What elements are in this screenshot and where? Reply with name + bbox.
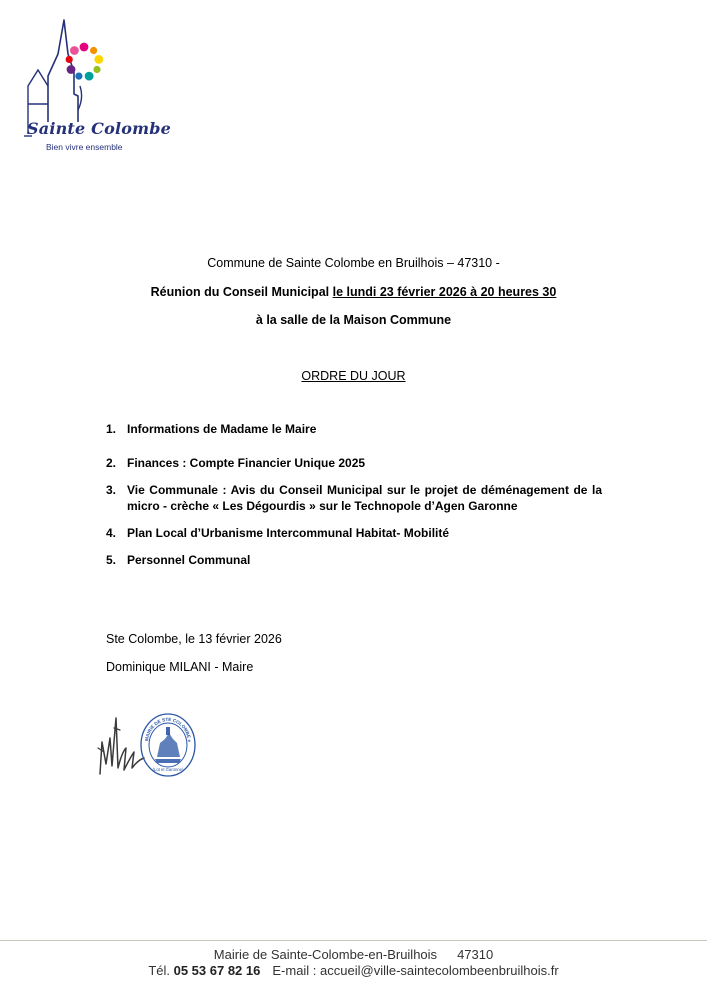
official-seal	[139, 711, 197, 779]
footer-email[interactable]: accueil@ville-saintecolombeenbruilhois.fr	[320, 963, 559, 978]
agenda-item-3	[106, 482, 602, 514]
logo-dot	[66, 56, 73, 63]
commune-line: Commune de Sainte Colombe en Bruilhois – 47310 -	[207, 256, 500, 270]
agenda-text: Personnel Communal	[127, 553, 251, 567]
logo-dots	[66, 43, 104, 81]
seal-ring-label: MAIRIE DE STE COLOMBE e	[144, 716, 193, 743]
meeting-location: à la salle de la Maison Commune	[255, 313, 452, 327]
agenda-number: 2.	[106, 456, 117, 470]
logo-dot	[80, 43, 89, 52]
agenda-text: Finances : Compte Financier Unique 2025	[127, 456, 366, 470]
footer-contact	[0, 963, 707, 978]
footer-email-label: E-mail :	[272, 963, 317, 978]
agenda-item-2	[106, 455, 602, 471]
agenda-list	[106, 421, 602, 568]
meeting-prefix: Réunion du Conseil Municipal	[150, 285, 333, 299]
footer-divider	[0, 940, 707, 941]
meeting-line	[0, 285, 707, 299]
footer-phone[interactable]: 05 53 67 82 16	[173, 963, 261, 978]
footer-address	[0, 947, 707, 962]
logo-dot	[90, 47, 97, 54]
logo-dot	[70, 46, 79, 55]
agenda-text: Informations de Madame le Maire	[127, 422, 317, 436]
signatory-line: Dominique MILANI - Maire	[106, 660, 254, 674]
agenda-item-4	[106, 525, 602, 541]
agenda-number: 5.	[106, 553, 117, 567]
seal-ring-text	[139, 711, 192, 743]
logo-dot	[67, 65, 76, 74]
footer-postal-code: 47310	[457, 947, 494, 962]
agenda-number: 3.	[106, 483, 117, 497]
agenda-number: 1.	[106, 422, 117, 436]
logo-dot	[75, 73, 82, 80]
seal-emblem	[155, 727, 181, 763]
logo-dot	[93, 66, 100, 73]
logo-tagline: Bien vivre ensemble	[46, 142, 123, 152]
agenda-text: Vie Communale : Avis du Conseil Municipal sur le projet de déménagement de la micro - crèche « Les Dégourdis » sur le Technopole d’Agen Garonne	[127, 483, 602, 513]
agenda-item-5	[106, 552, 602, 568]
footer-phone-label: Tél.	[148, 963, 170, 978]
agenda-number: 4.	[106, 526, 117, 540]
seal-department: (Lot et Garonne)	[152, 767, 184, 772]
agenda-text: Plan Local d’Urbanisme Intercommunal Habitat- Mobilité	[127, 526, 450, 540]
agenda-item-1	[106, 421, 602, 437]
date-line: Ste Colombe, le 13 février 2026	[106, 632, 282, 646]
footer-mairie-name: Mairie de Sainte-Colombe-en-Bruilhois	[213, 947, 438, 962]
logo-dot	[94, 55, 103, 64]
agenda-title: ORDRE DU JOUR	[301, 369, 406, 383]
logo-wordmark: Sainte Colombe	[27, 119, 172, 138]
logo-dot	[85, 72, 94, 81]
meeting-date: le lundi 23 février 2026 à 20 heures 30	[332, 285, 557, 299]
